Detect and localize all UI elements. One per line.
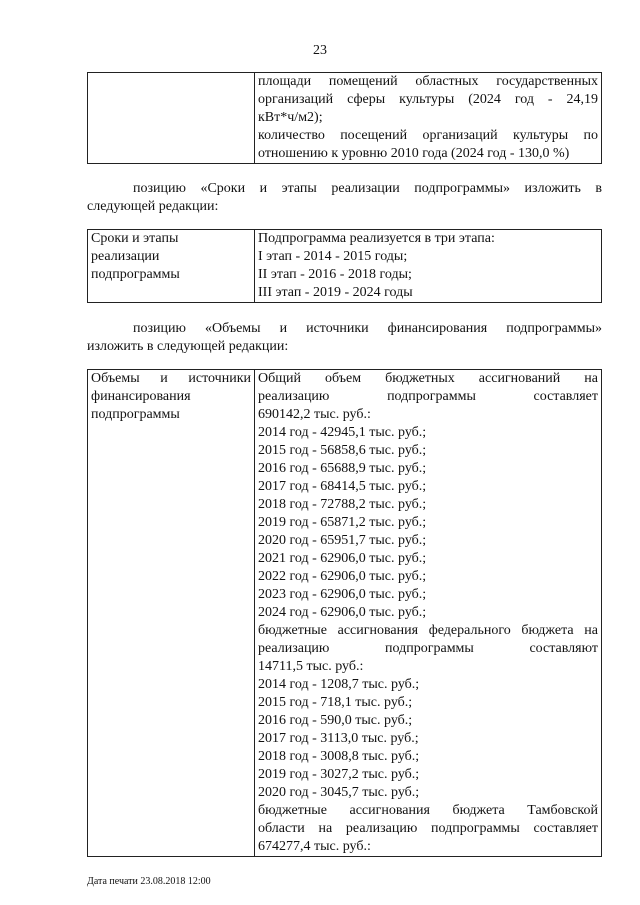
funding-line: 2014 год - 1208,7 тыс. руб.; bbox=[258, 677, 420, 692]
funding-line: 2016 год - 65688,9 тыс. руб.; bbox=[258, 461, 427, 476]
funding-line: реализацию подпрограммы составляют bbox=[258, 641, 598, 656]
label-line: подпрограммы bbox=[91, 407, 180, 422]
text-line: кВт*ч/м2); bbox=[258, 110, 323, 125]
text-line: организаций сферы культуры (2024 год - 24,19 bbox=[258, 92, 598, 107]
funding-line: 2020 год - 65951,7 тыс. руб.; bbox=[258, 533, 427, 548]
funding-line: 690142,2 тыс. руб.: bbox=[258, 407, 371, 422]
text-line: отношению к уровню 2010 года (2024 год - 130,0 %) bbox=[258, 146, 570, 161]
funding-line: области на реализацию подпрограммы составляет bbox=[258, 821, 598, 836]
text-line: площади помещений областных государственных bbox=[258, 74, 598, 89]
continuation-table bbox=[87, 72, 602, 164]
indicators-cell bbox=[255, 73, 602, 164]
funding-line: 2020 год - 3045,7 тыс. руб.; bbox=[258, 785, 420, 800]
funding-line: 2023 год - 62906,0 тыс. руб.; bbox=[258, 587, 427, 602]
funding-line: 2019 год - 3027,2 тыс. руб.; bbox=[258, 767, 420, 782]
label-line: Сроки и этапы bbox=[91, 231, 179, 246]
label-line: Объемы и источники bbox=[91, 371, 251, 386]
funding-value-cell bbox=[255, 370, 602, 857]
label-line: подпрограммы bbox=[91, 267, 180, 282]
funding-line: 2016 год - 590,0 тыс. руб.; bbox=[258, 713, 413, 728]
stage-line: III этап - 2019 - 2024 годы bbox=[258, 285, 413, 300]
stage-line: I этап - 2014 - 2015 годы; bbox=[258, 249, 408, 264]
funding-line: Общий объем бюджетных ассигнований на bbox=[258, 371, 598, 386]
funding-line: 2018 год - 3008,8 тыс. руб.; bbox=[258, 749, 420, 764]
text-line: количество посещений организаций культуры по bbox=[258, 128, 598, 143]
funding-line: 2015 год - 56858,6 тыс. руб.; bbox=[258, 443, 427, 458]
funding-line: 2015 год - 718,1 тыс. руб.; bbox=[258, 695, 413, 710]
funding-line: бюджетные ассигнования федерального бюджета на bbox=[258, 623, 598, 638]
funding-line: 2024 год - 62906,0 тыс. руб.; bbox=[258, 605, 427, 620]
stages-label-cell bbox=[88, 230, 255, 303]
funding-line: 2022 год - 62906,0 тыс. руб.; bbox=[258, 569, 427, 584]
label-line: финансирования bbox=[91, 389, 191, 404]
stages-table bbox=[87, 229, 602, 303]
funding-line: 2021 год - 62906,0 тыс. руб.; bbox=[258, 551, 427, 566]
funding-line: 2018 год - 72788,2 тыс. руб.; bbox=[258, 497, 427, 512]
paragraph-line: изложить в следующей редакции: bbox=[87, 339, 289, 354]
funding-line: 674277,4 тыс. руб.: bbox=[258, 839, 371, 854]
funding-line: реализацию подпрограммы составляет bbox=[258, 389, 598, 404]
stage-line: Подпрограмма реализуется в три этапа: bbox=[258, 231, 495, 246]
stage-line: II этап - 2016 - 2018 годы; bbox=[258, 267, 412, 282]
funding-line: 2017 год - 68414,5 тыс. руб.; bbox=[258, 479, 427, 494]
instruction-paragraph-funding bbox=[87, 320, 602, 356]
instruction-paragraph-stages bbox=[87, 180, 602, 216]
paragraph-line: позицию «Объемы и источники финансирования подпрограммы» bbox=[133, 321, 602, 336]
funding-line: 2017 год - 3113,0 тыс. руб.; bbox=[258, 731, 419, 746]
paragraph-line: позицию «Сроки и этапы реализации подпрограммы» изложить в bbox=[133, 181, 602, 196]
page-number: 23 bbox=[313, 43, 327, 58]
paragraph-line: следующей редакции: bbox=[87, 199, 219, 214]
empty-label-cell bbox=[88, 73, 255, 164]
label-line: реализации bbox=[91, 249, 160, 264]
funding-line: бюджетные ассигнования бюджета Тамбовской bbox=[258, 803, 598, 818]
funding-table bbox=[87, 369, 602, 857]
funding-line: 14711,5 тыс. руб.: bbox=[258, 659, 364, 674]
funding-line: 2014 год - 42945,1 тыс. руб.; bbox=[258, 425, 427, 440]
funding-label-cell bbox=[88, 370, 255, 857]
print-date-footer: Дата печати 23.08.2018 12:00 bbox=[87, 876, 211, 887]
funding-line: 2019 год - 65871,2 тыс. руб.; bbox=[258, 515, 427, 530]
stages-value-cell bbox=[255, 230, 602, 303]
